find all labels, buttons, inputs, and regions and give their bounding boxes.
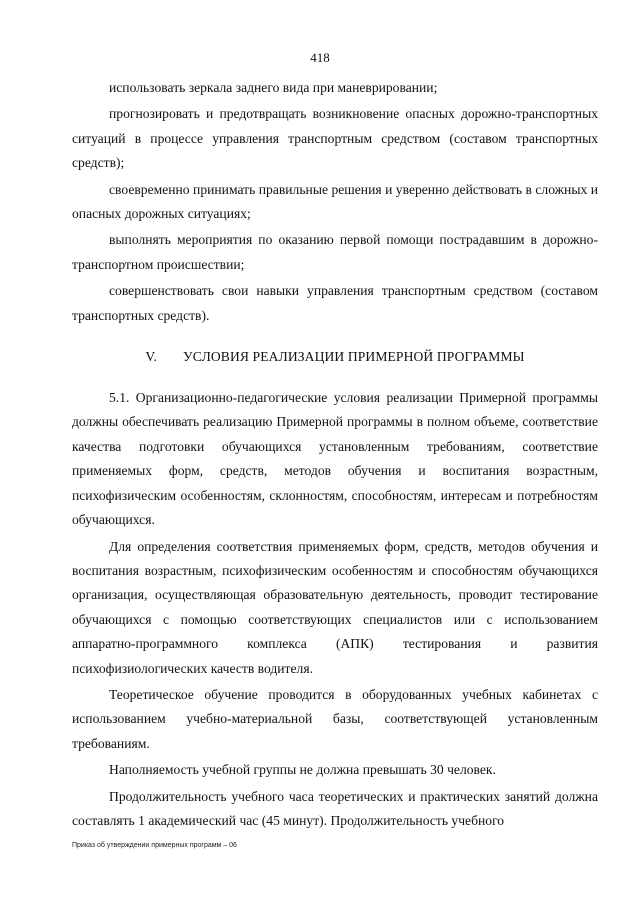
paragraph: использовать зеркала заднего вида при маневрировании; bbox=[109, 80, 438, 95]
paragraph: Для определения соответствия применяемых форм, средств, методов обучения и воспитания возрастным, психофизическим особенностям и способностям обучающихся организация, осуществляющая образовательную деятельность, проводит тестирование обучающихся с помощью соответствующих специалистов или с использованием аппаратно-программного комплекса (АПК) тестирования и развития психофизиологических качеств водителя. bbox=[72, 538, 598, 676]
footer-note: Приказ об утверждении примерных программ – 06 bbox=[72, 842, 237, 849]
paragraph: Продолжительность учебного часа теоретических и практических занятий должна составлять 1 академический час (45 минут). Продолжительность учебного bbox=[72, 788, 598, 828]
section-number: V. bbox=[145, 349, 158, 365]
body-text bbox=[72, 76, 598, 833]
paragraph: выполнять мероприятия по оказанию первой помощи пострадавшим в дорожно-транспортном происшествии; bbox=[72, 232, 598, 272]
page-number: 418 bbox=[310, 50, 330, 65]
section-heading bbox=[72, 345, 598, 369]
paragraph: прогнозировать и предотвращать возникновение опасных дорожно-транспортных ситуаций в процессе управления транспортным средством (составом транспортных средств); bbox=[72, 106, 598, 171]
paragraph: Теоретическое обучение проводится в оборудованных учебных кабинетах с использованием учебно-материальной базы, соответствующей установленным требованиям. bbox=[72, 686, 598, 751]
paragraph: Наполняемость учебной группы не должна превышать 30 человек. bbox=[109, 762, 496, 778]
paragraph: своевременно принимать правильные решения и уверенно действовать в сложных и опасных дорожных ситуациях; bbox=[72, 181, 598, 222]
section-title: УСЛОВИЯ РЕАЛИЗАЦИИ ПРИМЕРНОЙ ПРОГРАММЫ bbox=[183, 349, 525, 365]
paragraph: совершенствовать свои навыки управления транспортным средством (составом транспортных средств). bbox=[72, 283, 598, 323]
paragraph: 5.1. Организационно-педагогические условия реализации Примерной программы должны обеспечивать реализацию Примерной программы в полном объеме, соответствие качества подготовки обучающихся установленным требованиям, соответствие применяемых форм, средств, методов обучения и воспитания возрастным, психофизическим особенностям, склонностям, способностям, интересам и потребностям обучающихся. bbox=[72, 390, 598, 528]
